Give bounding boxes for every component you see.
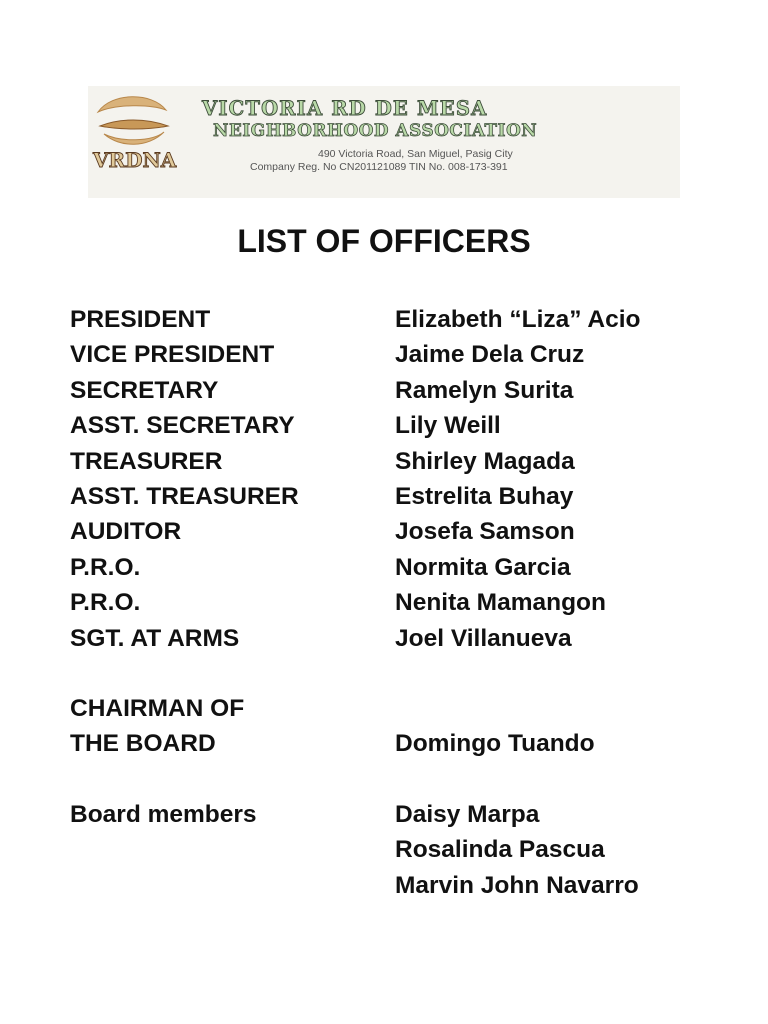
board-member-row	[70, 868, 710, 903]
officer-name: Joel Villanueva	[395, 624, 572, 652]
board-members-label: Board members	[70, 801, 257, 828]
officer-role: SECRETARY	[70, 376, 219, 404]
officer-row	[70, 479, 710, 514]
officer-role: AUDITOR	[70, 518, 182, 546]
board-member-name: Daisy Marpa	[395, 801, 540, 828]
chairman-role-line1: CHAIRMAN OF	[70, 695, 245, 722]
board-member-name: Marvin John Navarro	[395, 871, 639, 899]
officer-row	[70, 302, 710, 337]
chairman-role-line2: THE BOARD	[70, 730, 216, 758]
officer-name: Shirley Magada	[395, 447, 575, 475]
officer-role: ASST. TREASURER	[70, 482, 299, 510]
officer-row	[70, 408, 710, 443]
officer-row	[70, 550, 710, 585]
officer-name: Jaime Dela Cruz	[395, 341, 585, 369]
chairman-name: Domingo Tuando	[395, 730, 595, 758]
officer-role: TREASURER	[70, 447, 223, 475]
chairman-section	[70, 691, 710, 762]
officer-role: P.R.O.	[70, 589, 141, 617]
officer-role: VICE PRESIDENT	[70, 341, 275, 369]
officer-name: Ramelyn Surita	[395, 376, 574, 404]
officer-row	[70, 514, 710, 549]
logo-text: VRDNA	[93, 148, 177, 172]
officer-row	[70, 621, 710, 656]
officer-role: ASST. SECRETARY	[70, 412, 295, 440]
officer-name: Nenita Mamangon	[395, 589, 606, 617]
officer-row	[70, 337, 710, 372]
officer-name: Lily Weill	[395, 412, 501, 440]
board-member-name: Rosalinda Pascua	[395, 836, 605, 864]
board-member-row	[70, 832, 710, 867]
org-name-line2: NEIGHBORHOOD ASSOCIATION	[213, 120, 538, 140]
letterhead	[88, 86, 680, 198]
officer-name: Elizabeth “Liza” Acio	[395, 306, 641, 333]
letterhead-text	[202, 98, 676, 174]
officer-name: Estrelita Buhay	[395, 482, 574, 510]
officer-role: PRESIDENT	[70, 306, 211, 333]
chairman-row	[70, 726, 710, 761]
board-members-section	[70, 797, 710, 903]
officer-row	[70, 585, 710, 620]
chairman-row	[70, 691, 710, 726]
vrdna-logo	[90, 90, 190, 194]
officer-row	[70, 373, 710, 408]
org-name-line1: VICTORIA RD DE MESA	[202, 97, 488, 120]
officer-role: SGT. AT ARMS	[70, 624, 240, 652]
page-title: LIST OF OFFICERS	[237, 223, 531, 259]
officer-name: Josefa Samson	[395, 518, 575, 546]
board-member-row	[70, 797, 710, 832]
org-registration: Company Reg. No CN201121089 TIN No. 008-173-391	[250, 161, 508, 173]
officer-name: Normita Garcia	[395, 553, 571, 581]
org-address: 490 Victoria Road, San Miguel, Pasig City	[318, 148, 513, 160]
officer-role: P.R.O.	[70, 553, 141, 581]
officer-row	[70, 444, 710, 479]
officers-list	[70, 302, 710, 656]
